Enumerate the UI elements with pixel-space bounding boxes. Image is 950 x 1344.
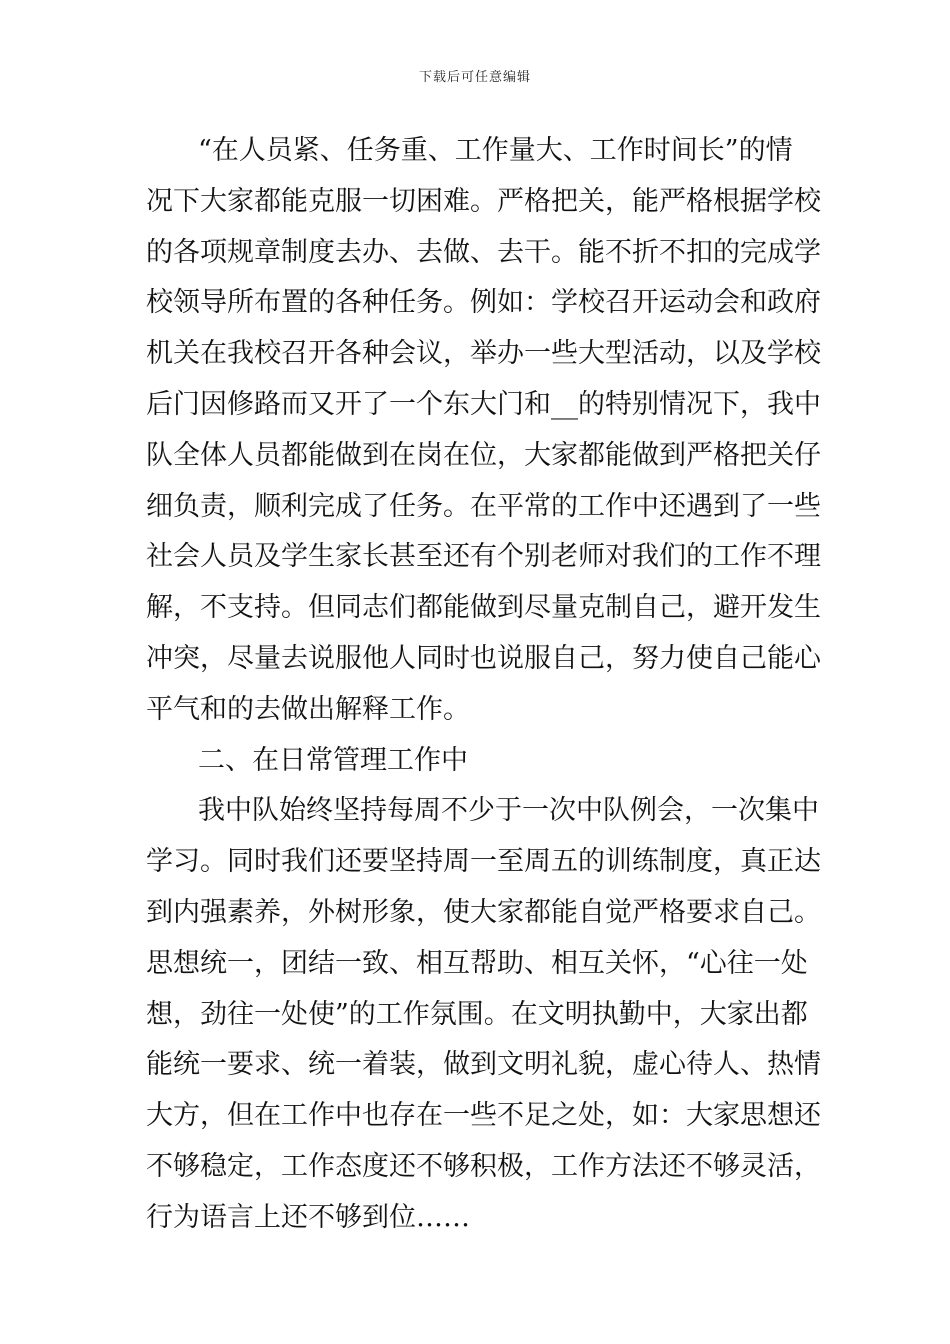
text-line: 大方，但在工作中也存在一些不足之处，如：大家思想还 bbox=[146, 1100, 821, 1132]
text-line: 思想统一，团结一致、相互帮助、相互关怀，“心往一处 bbox=[146, 947, 808, 979]
text-line: 社会人员及学生家长甚至还有个别老师对我们的工作不理 bbox=[146, 541, 821, 573]
text-line: 平气和的去做出解释工作。 bbox=[146, 693, 470, 725]
text-line: 机关在我校召开各种会议，举办一些大型活动，以及学校 bbox=[146, 338, 821, 370]
text-line: 的各项规章制度去办、去做、去干。能不折不扣的完成学 bbox=[146, 236, 821, 268]
text-line: 二、在日常管理工作中 bbox=[198, 744, 468, 776]
document-body bbox=[146, 126, 821, 1244]
text-line: 能统一要求、统一着装，做到文明礼貌，虚心待人、热情 bbox=[146, 1049, 821, 1081]
text-line: 况下大家都能克服一切困难。严格把关，能严格根据学校 bbox=[146, 185, 821, 217]
page-header: 下载后可任意编辑 bbox=[418, 70, 531, 85]
text-line: 队全体人员都能做到在岗在位，大家都能做到严格把关仔 bbox=[146, 439, 821, 471]
text-line: 到内强素养，外树形象，使大家都能自觉严格要求自己。 bbox=[146, 896, 821, 928]
text-line: 不够稳定，工作态度还不够积极，工作方法还不够灵活， bbox=[146, 1150, 821, 1182]
text-line: 学习。同时我们还要坚持周一至周五的训练制度，真正达 bbox=[146, 846, 821, 878]
text-line: “在人员紧、任务重、工作量大、工作时间长”的情 bbox=[198, 135, 793, 166]
text-line: 细负责，顺利完成了任务。在平常的工作中还遇到了一些 bbox=[146, 490, 821, 522]
text-line: 后门因修路而又开了一个东大门和__的特别情况下，我中 bbox=[146, 388, 821, 420]
text-line: 想，劲往一处使”的工作氛围。在文明执勤中，大家出都 bbox=[146, 998, 808, 1030]
text-line: 我中队始终坚持每周不少于一次中队例会，一次集中 bbox=[198, 795, 819, 827]
text-line: 校领导所布置的各种任务。例如：学校召开运动会和政府 bbox=[146, 287, 821, 319]
text-line: 冲突，尽量去说服他人同时也说服自己，努力使自己能心 bbox=[146, 642, 821, 674]
text-line: 行为语言上还不够到位…… bbox=[146, 1201, 470, 1233]
text-line: 解，不支持。但同志们都能做到尽量克制自己，避开发生 bbox=[146, 592, 821, 624]
